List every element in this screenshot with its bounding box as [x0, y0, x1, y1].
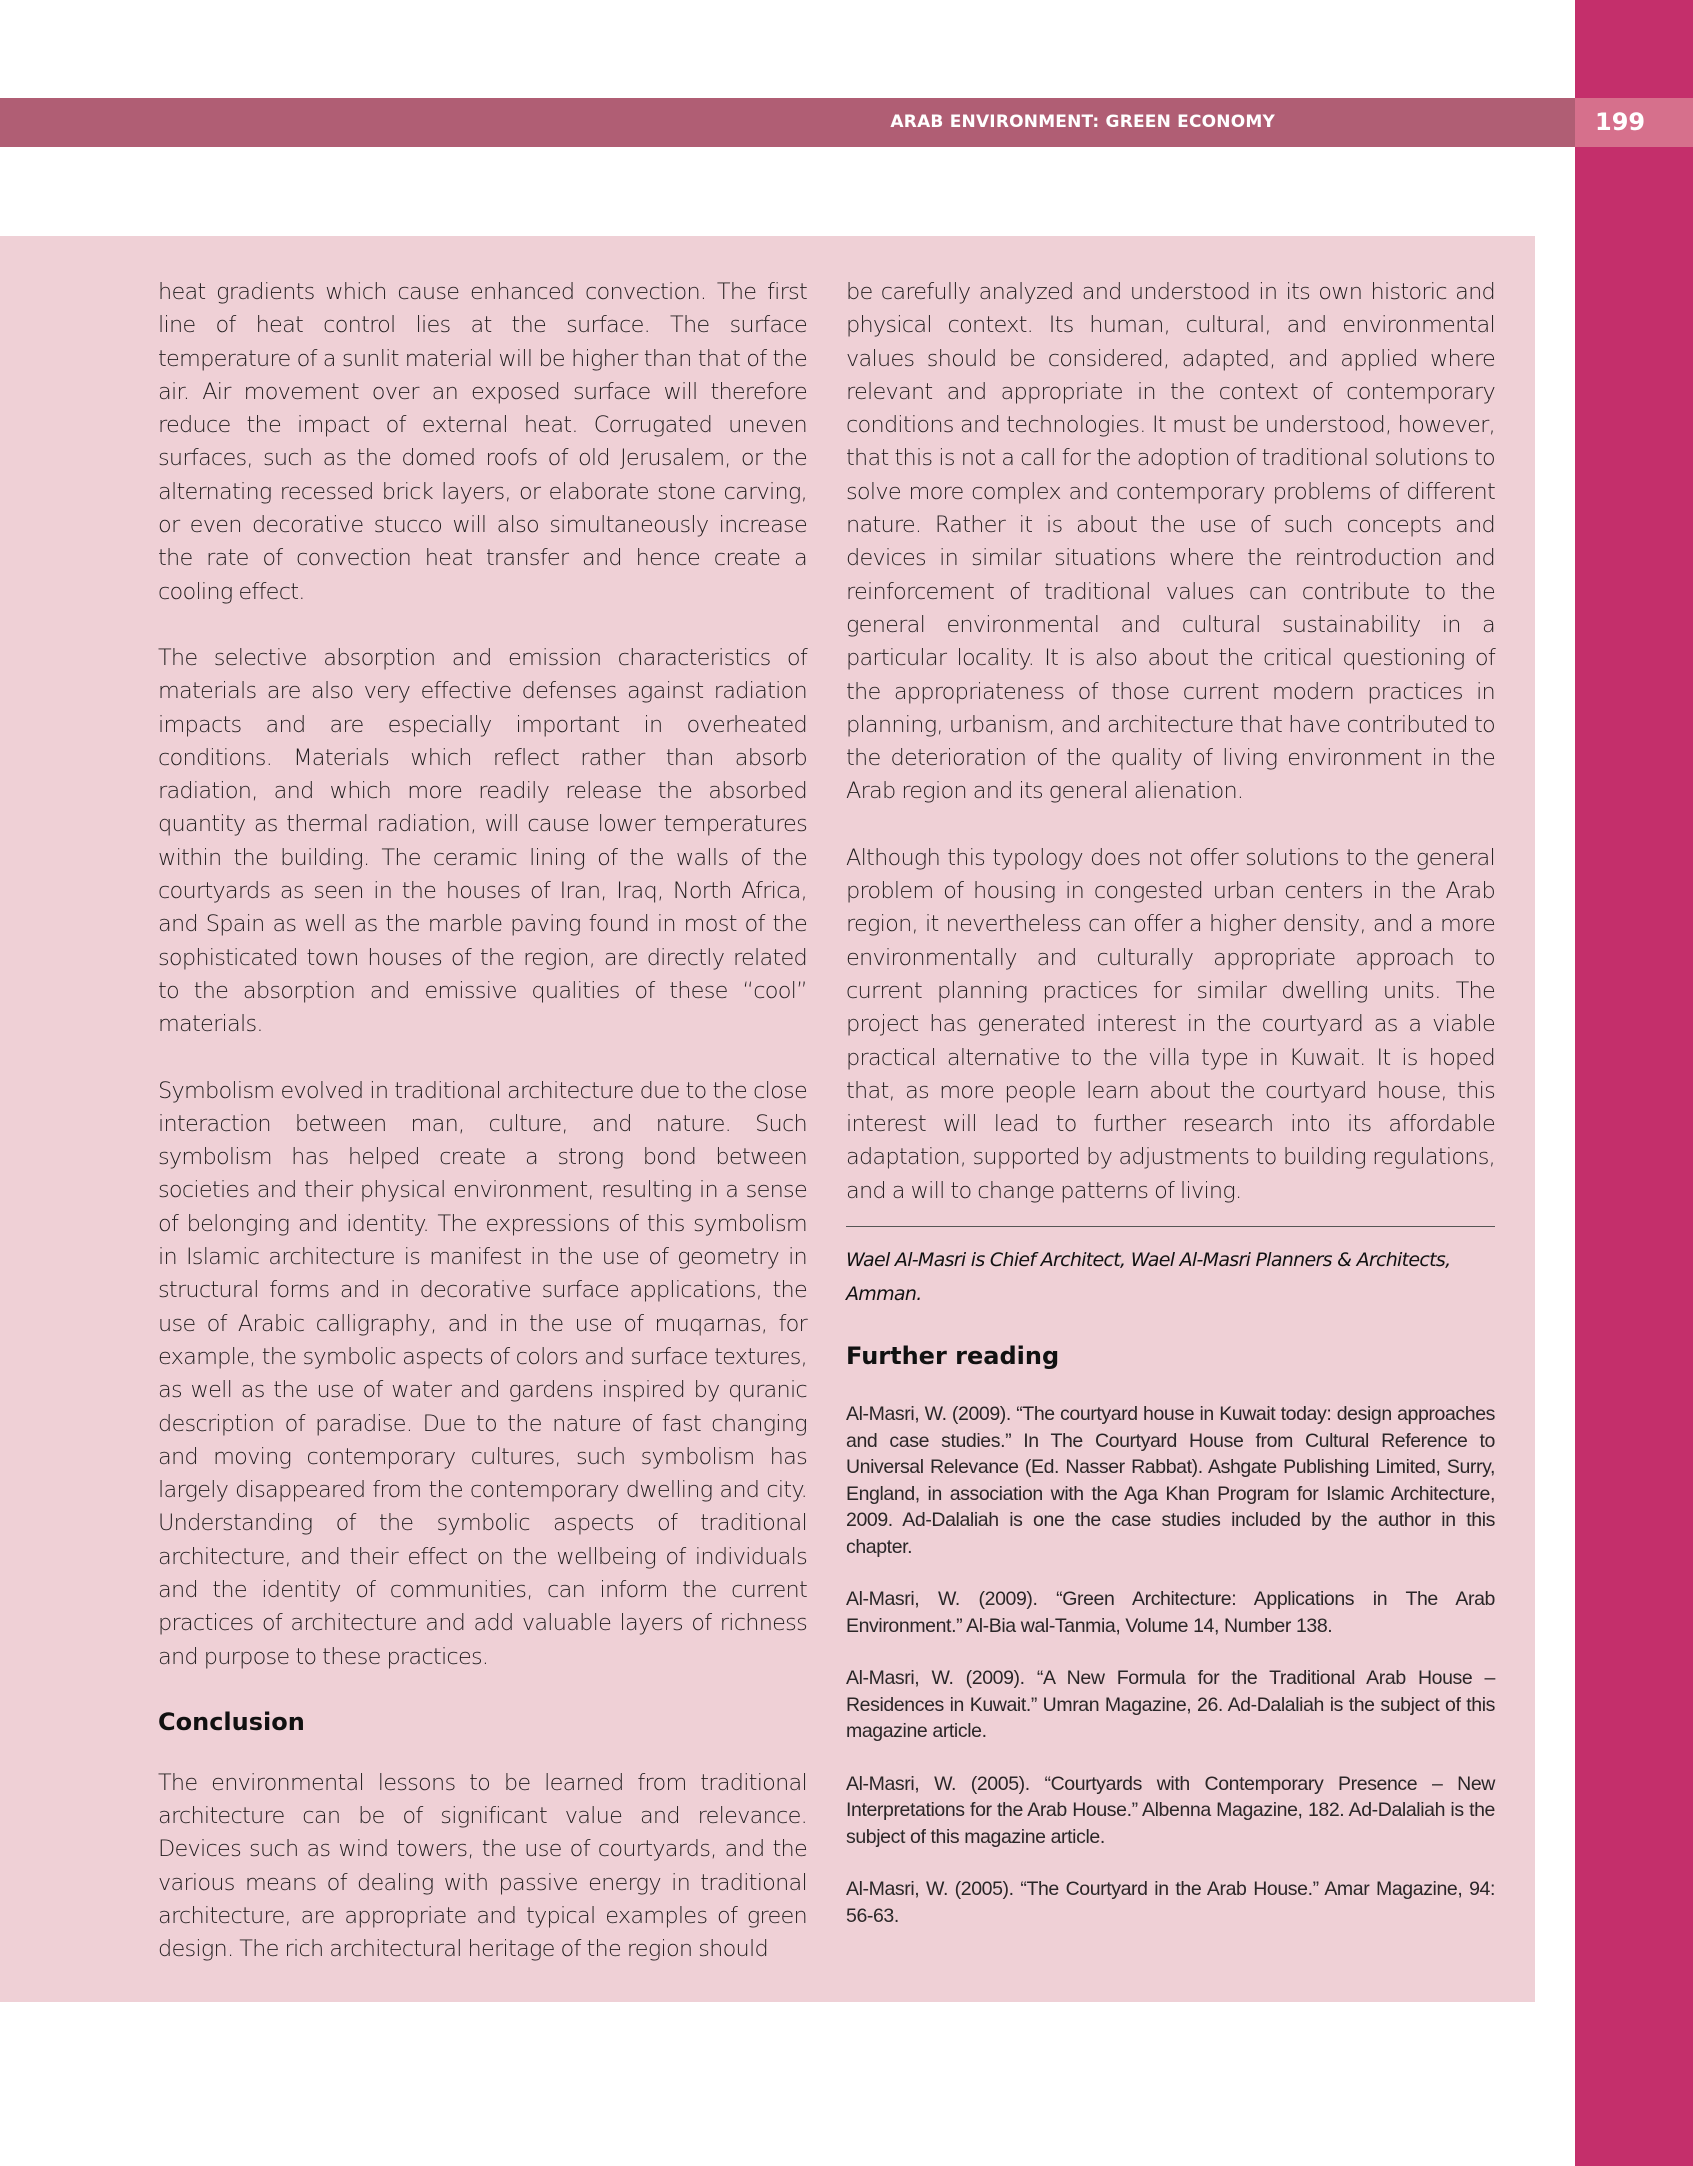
body-paragraph: be carefully analyzed and understood in its own historic and physical context. Its human, cultural, and environmental values should be considered, adapted, and applied where relevant and appropriate in the context of contemporary conditions and technologies. It must be understood, however, that this is not a call for the adoption of traditional solutions to solve more complex and contemporary problems of different nature. Rather it is about the use of such concepts and devices in similar situations where the reintroduction and reinforcement of traditional values can contribute to the general environmental and cultural sustainability in a particular locality. It is also about the critical questioning of the appropriateness of those current modern practices in planning, urbanism, and architecture that have contributed to the deterioration of the quality of living environment in the Arab region and its general alienation. — [846, 279, 1495, 805]
reference-item: Al-Masri, W. (2009). “Green Architecture: Applications in The Arab Environment.” Al-Bia wal-Tanmia, Volume 14, Number 138. — [846, 1588, 1495, 1637]
article-content — [0, 236, 1535, 2002]
left-column — [158, 276, 807, 2000]
reference-item: Al-Masri, W. (2005). “Courtyards with Contemporary Presence – New Interpretations for the Arab House.” Albenna Magazine, 182. Ad-Dalaliah is the subject of this magazine article. — [846, 1772, 1495, 1848]
author-note: Wael Al-Masri is Chief Architect, Wael Al-Masri Planners & Architects, Amman. — [846, 1249, 1451, 1306]
conclusion-paragraph: The environmental lessons to be learned from traditional architecture can be of significant value and relevance. Devices such as wind towers, the use of courtyards, and the various means of dealing with passive energy in traditional architecture, are appropriate and typical examples of green design. The rich architectural heritage of the region should — [158, 1769, 807, 1963]
body-paragraph: heat gradients which cause enhanced convection. The first line of heat control lies at the surface. The surface temperature of a sunlit material will be higher than that of the air. Air movement over an exposed surface will therefore reduce the impact of external heat. Corrugated uneven surfaces, such as the domed roofs of old Jerusalem, or the alternating recessed brick layers, or elaborate stone carving, or even decorative stucco will also simultaneously increase the rate of convection heat transfer and hence create a cooling effect. — [158, 279, 807, 605]
divider-rule — [846, 1226, 1495, 1227]
reference-item: Al-Masri, W. (2009). “The courtyard house in Kuwait today: design approaches and case studies.” In The Courtyard House from Cultural Reference to Universal Relevance (Ed. Nasser Rabbat). Ashgate Publishing Limited, Surry, England, in association with the Aga Khan Program for Islamic Architecture, 2009. Ad-Dalaliah is one the case studies included by the author in this chapter. — [846, 1403, 1495, 1558]
reference-item: Al-Masri, W. (2009). “A New Formula for the Traditional Arab House – Residences in Kuwait.” Umran Magazine, 26. Ad-Dalaliah is the subject of this magazine article. — [846, 1667, 1495, 1743]
reference-item: Al-Masri, W. (2005). “The Courtyard in the Arab House.” Amar Magazine, 94: 56-63. — [846, 1878, 1495, 1927]
body-paragraph: Although this typology does not offer solutions to the general problem of housing in congested urban centers in the Arab region, it nevertheless can offer a higher density, and a more environmentally and culturally appropriate approach to current planning practices for similar dwelling units. The project has generated interest in the courtyard as a viable practical alternative to the villa type in Kuwait. It is hoped that, as more people learn about the courtyard house, this interest will lead to further research into its affordable adaptation, supported by adjustments to building regulations, and a will to change patterns of living. — [846, 844, 1495, 1204]
running-header — [0, 98, 1575, 147]
further-reading-heading: Further reading — [846, 1342, 1060, 1371]
page-number: 199 — [1595, 108, 1646, 136]
conclusion-heading: Conclusion — [158, 1707, 305, 1736]
right-column — [846, 276, 1495, 1955]
body-paragraph: Symbolism evolved in traditional architecture due to the close interaction between man, culture, and nature. Such symbolism has helped create a strong bond between societies and their physical environment, resulting in a sense of belonging and identity. The expressions of this symbolism in Islamic architecture is manifest in the use of geometry in structural forms and in decorative surface applications, the use of Arabic calligraphy, and in the use of muqarnas, for example, the symbolic aspects of colors and surface textures, as well as the use of water and gardens inspired by quranic description of paradise. Due to the nature of fast changing and moving contemporary cultures, such symbolism has largely disappeared from the contemporary dwelling and city. Understanding of the symbolic aspects of traditional architecture, and their effect on the wellbeing of individuals and the identity of communities, can inform the current practices of architecture and add valuable layers of richness and purpose to these practices. — [158, 1077, 807, 1670]
body-paragraph: The selective absorption and emission characteristics of materials are also very effective defenses against radiation impacts and are especially important in overheated conditions. Materials which reflect rather than absorb radiation, and which more readily release the absorbed quantity as thermal radiation, will cause lower temperatures within the building. The ceramic lining of the walls of the courtyards as seen in the houses of Iran, Iraq, North Africa, and Spain as well as the marble paving found in most of the sophisticated town houses of the region, are directly related to the absorption and emissive qualities of these “cool” materials. — [158, 644, 807, 1038]
page-number-box — [1575, 98, 1693, 147]
running-title: ARAB ENVIRONMENT: GREEN ECONOMY — [890, 112, 1275, 132]
page-edge-color-bar — [1575, 0, 1693, 2166]
